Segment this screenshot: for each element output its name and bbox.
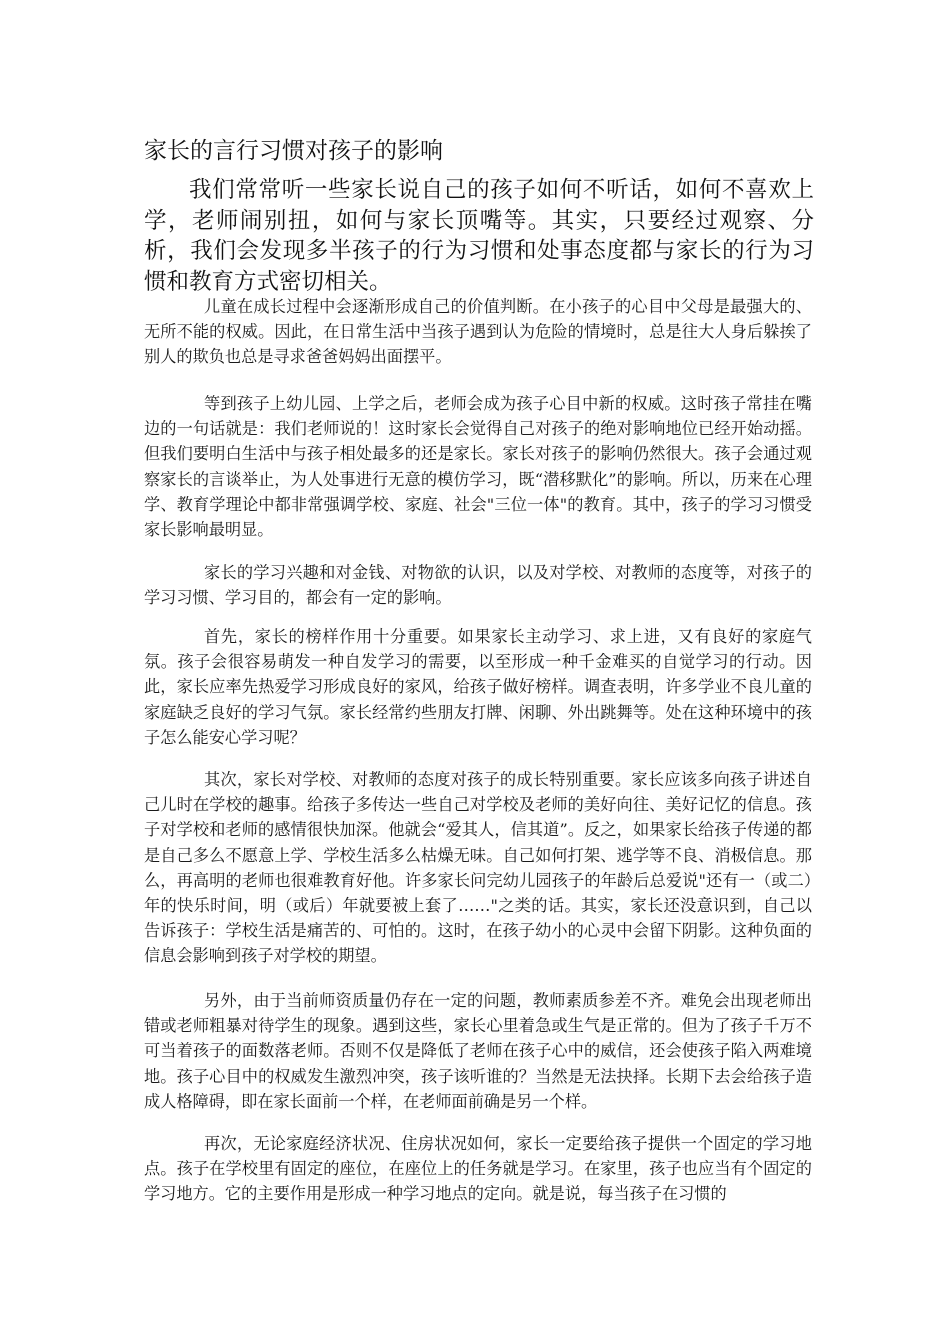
body-paragraph-5: 其次，家长对学校、对教师的态度对孩子的成长特别重要。家长应该多向孩子讲述自己儿时在学校的趣事。给孩子多传达一些自己对学校及老师的美好向往、美好记忆的信息。孩子对学校和老师的感情很快加深。他就会“爱其人，信其道”。反之，如果家长给孩子传递的都是自己多么不愿意上学、学校生活多么枯燥无味。自己如何打架、逃学等不良、消极信息。那么，再高明的老师也很难教育好他。许多家长问完幼儿园孩子的年龄后总爱说"还有一（或二）年的快乐时间，明（或后）年就要被上套了……"之类的话。其实，家长还没意识到，自己以告诉孩子：学校生活是痛苦的、可怕的。这时，在孩子幼小的心灵中会留下阴影。这种负面的信息会影响到孩子对学校的期望。 — [144, 770, 812, 966]
body-paragraph-2: 等到孩子上幼儿园、上学之后，老师会成为孩子心目中新的权威。这时孩子常挂在嘴边的一句话就是：我们老师说的！这时家长会觉得自己对孩子的绝对影响地位已经开始动摇。但我们要明白生活中与孩子相处最多的还是家长。家长对孩子的影响仍然很大。孩子会通过观察家长的言谈举止，为人处事进行无意的模仿学习，既“潜移默化”的影响。所以，历来在心理学、教育学理论中都非常强调学校、家庭、社会"三位一体"的教育。其中，孩子的学习习惯受家长影响最明显。 — [144, 394, 812, 540]
body-paragraph-7: 再次，无论家庭经济状况、住房状况如何，家长一定要给孩子提供一个固定的学习地点。孩子在学校里有固定的座位，在座位上的任务就是学习。在家里，孩子也应当有个固定的学习地方。它的主要作用是形成一种学习地点的定向。就是说，每当孩子在习惯的 — [144, 1134, 812, 1204]
intro-paragraph: 我们常常听一些家长说自己的孩子如何不听话，如何不喜欢上学，老师闹别扭，如何与家长顶嘴等。其实，只要经过观察、分析，我们会发现多半孩子的行为习惯和处事态度都与家长的行为习惯和教育方式密切相关。 — [144, 177, 814, 295]
body-paragraph-1: 儿童在成长过程中会逐渐形成自己的价值判断。在小孩子的心目中父母是最强大的、无所不能的权威。因此，在日常生活中当孩子遇到认为危险的情境时，总是往大人身后躲挨了别人的欺负也总是寻求爸爸妈妈出面摆平。 — [144, 297, 812, 367]
document-title: 家长的言行习惯对孩子的影响 — [144, 138, 443, 164]
body-paragraph-4: 首先，家长的榜样作用十分重要。如果家长主动学习、求上进，又有良好的家庭气氛。孩子会很容易萌发一种自发学习的需要，以至形成一种千金难买的自觉学习的行动。因此，家长应率先热爱学习形成良好的家风，给孩子做好榜样。调查表明，许多学业不良儿童的家庭缺乏良好的学习气氛。家长经常约些朋友打牌、闲聊、外出跳舞等。处在这种环境中的孩子怎么能安心学习呢？ — [144, 627, 812, 747]
body-paragraph-6: 另外，由于当前师资质量仍存在一定的问题，教师素质参差不齐。难免会出现老师出错或老师粗暴对待学生的现象。遇到这些，家长心里着急或生气是正常的。但为了孩子千万不可当着孩子的面数落老师。否则不仅是降低了老师在孩子心中的威信，还会使孩子陷入两难境地。孩子心目中的权威发生激烈冲突，孩子该听谁的？当然是无法抉择。长期下去会给孩子造成人格障碍，即在家长面前一个样，在老师面前确是另一个样。 — [144, 991, 812, 1111]
body-paragraph-3: 家长的学习兴趣和对金钱、对物欲的认识，以及对学校、对教师的态度等，对孩子的学习习惯、学习目的，都会有一定的影响。 — [144, 563, 812, 608]
